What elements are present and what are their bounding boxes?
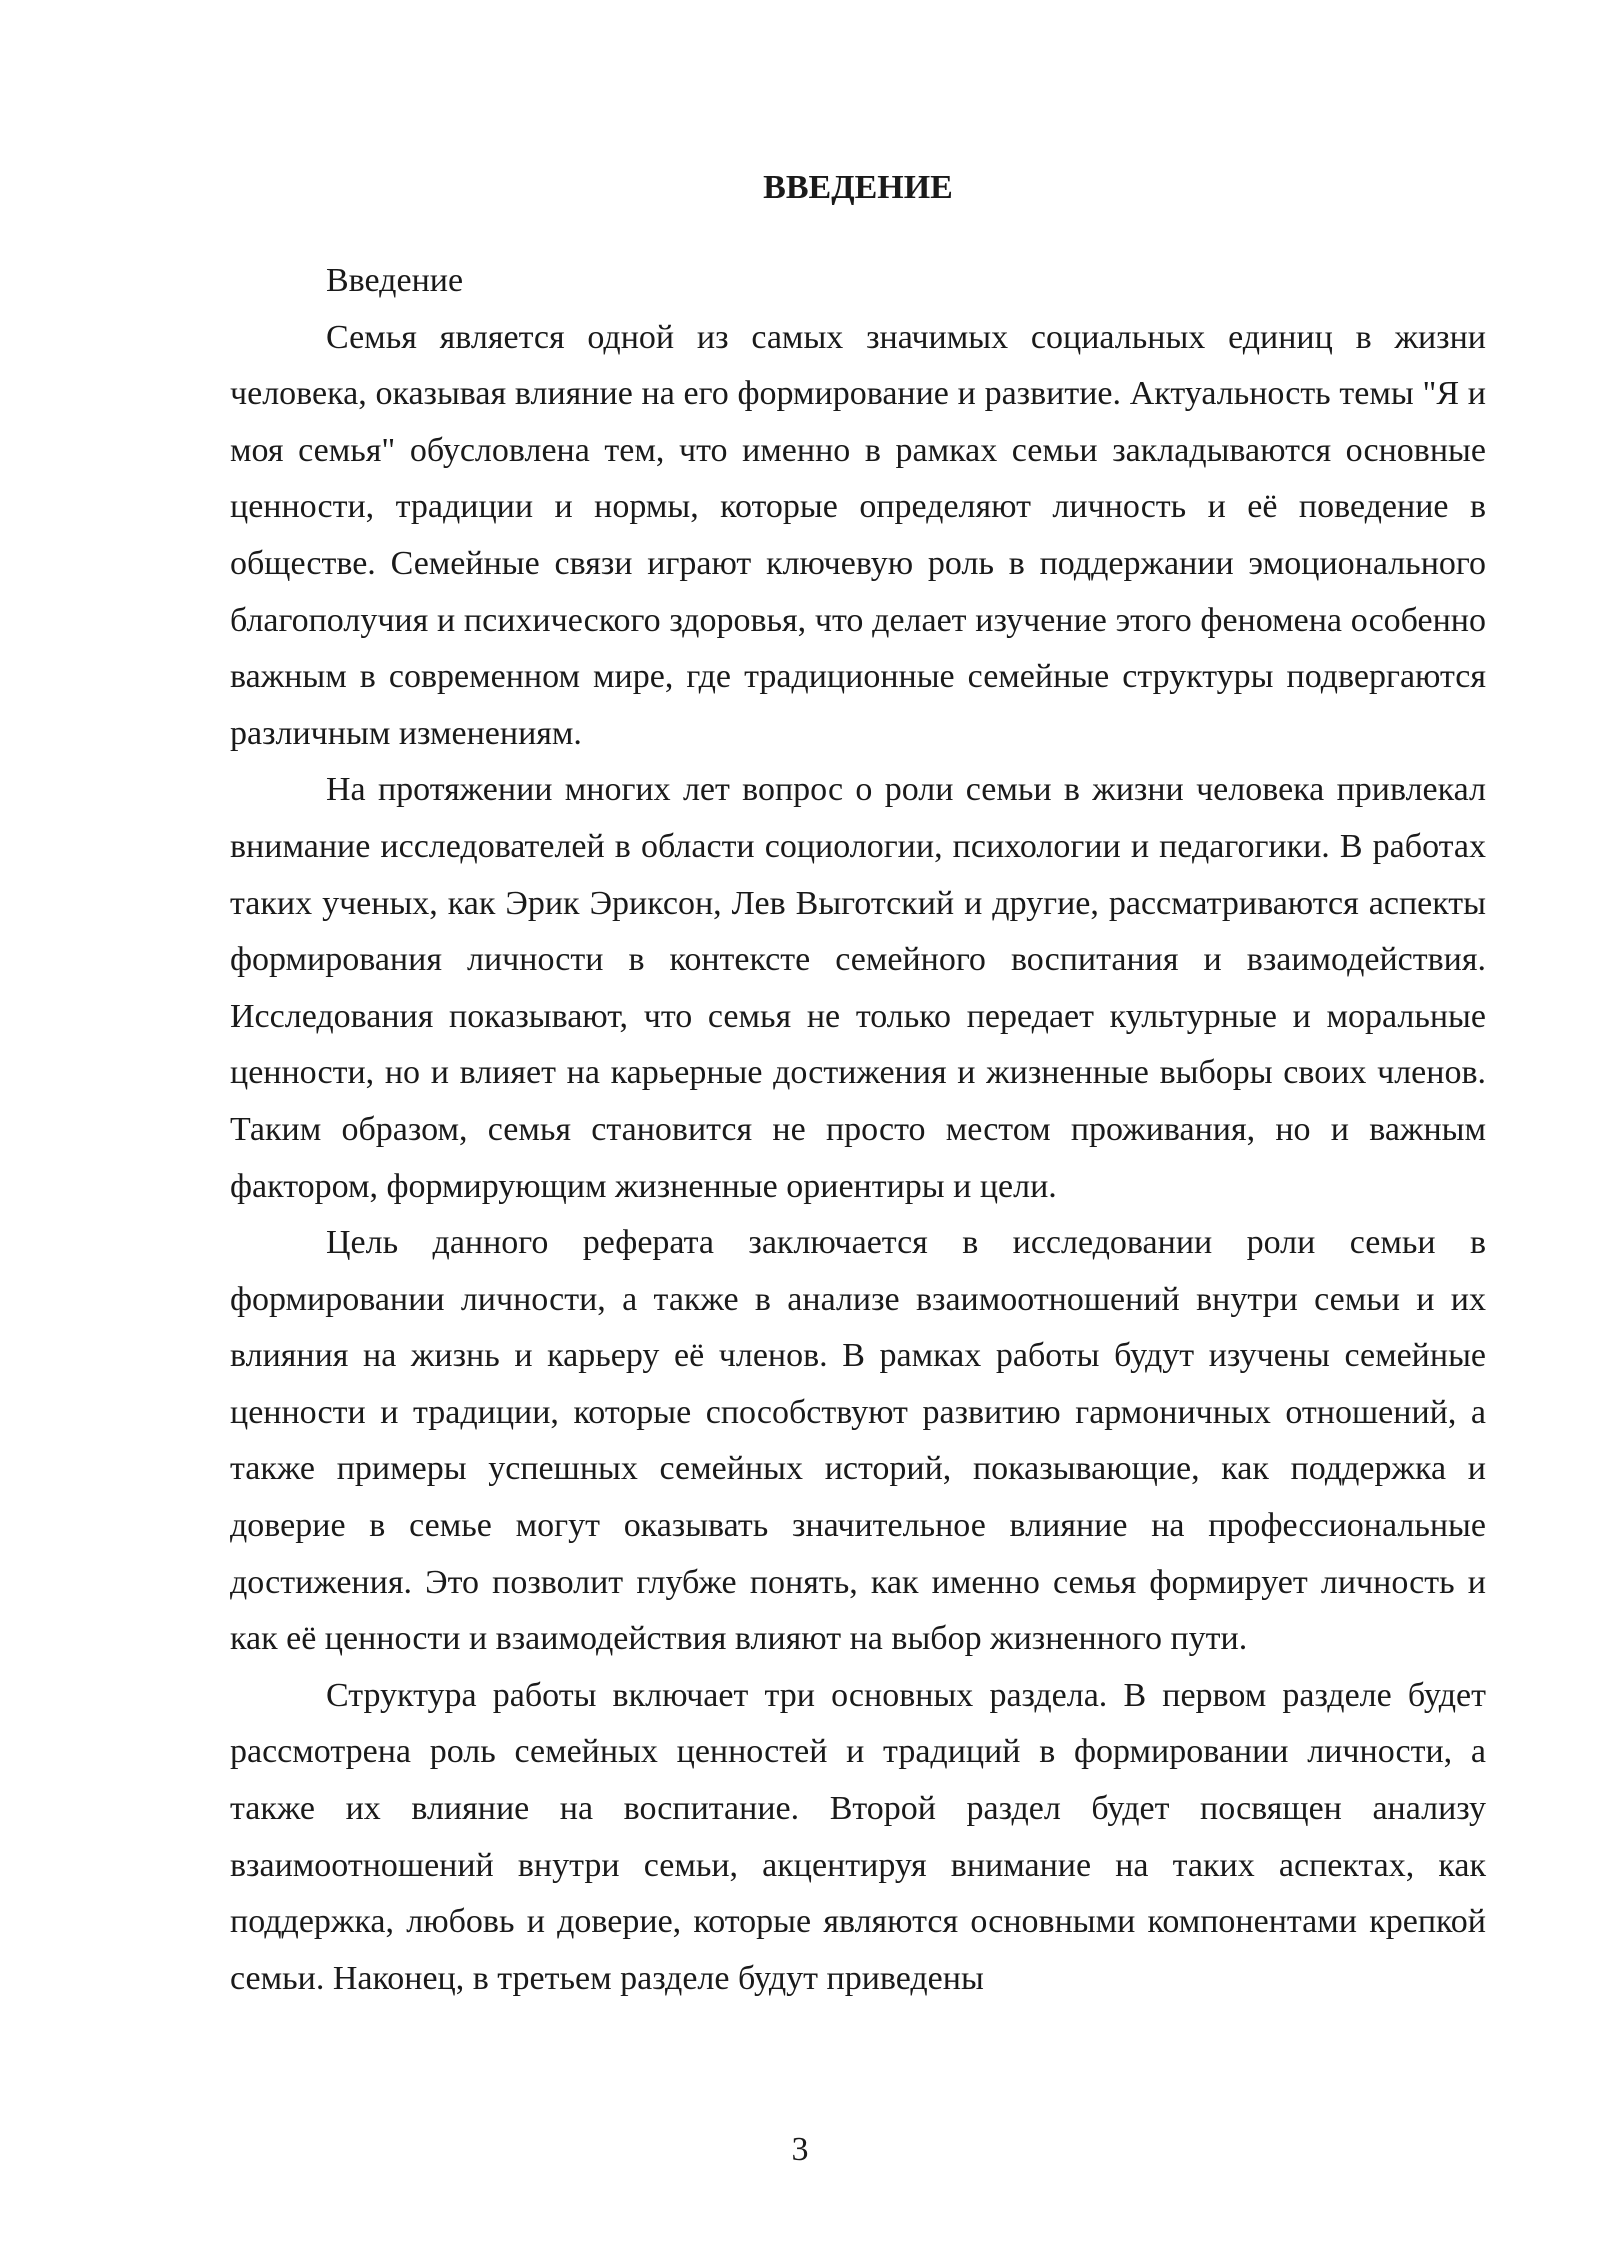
paragraph: Цель данного реферата заключается в исследовании роли семьи в формировании личности, а также в анализе взаимоотношений внутри семьи и их влияния на жизнь и карьеру её членов. В рамках работы будут изучены семейные ценности и традиции, которые способствуют развитию гармоничных отношений, а также примеры успешных семейных историй, показывающие, как поддержка и доверие в семье могут оказывать значительное влияние на профессиональные достижения. Это позволит глубже понять, как именно семья формирует личность и как её ценности и взаимодействия влияют на выбор жизненного пути. [230,1224,1486,1658]
body-text [230,253,1486,2007]
paragraph-subheading: Введение [326,262,464,299]
paragraph: Структура работы включает три основных раздела. В первом разделе будет рассмотрена роль семейных ценностей и традиций в формировании личности, а также их влияние на воспитание. Второй раздел будет посвящен анализу взаимоотношений внутри семьи, акцентируя внимание на таких аспектах, как поддержка, любовь и доверие, которые являются основными компонентами крепкой семьи. Наконец, в третьем разделе будут приведены [230,1676,1486,1997]
section-heading: ВВЕДЕНИЕ [763,169,953,206]
paragraph: На протяжении многих лет вопрос о роли семьи в жизни человека привлекал внимание исследователей в области социологии, психологии и педагогики. В работах таких ученых, как Эрик Эриксон, Лев Выготский и другие, рассматриваются аспекты формирования личности в контексте семейного воспитания и взаимодействия. Исследования показывают, что семья не только передает культурные и моральные ценности, но и влияет на карьерные достижения и жизненные выборы своих членов. Таким образом, семья становится не просто местом проживания, но и важным фактором, формирующим жизненные ориентиры и цели. [230,771,1486,1205]
page-number: 3 [791,2131,809,2168]
paragraph: Семья является одной из самых значимых социальных единиц в жизни человека, оказывая влияние на его формирование и развитие. Актуальность темы "Я и моя семья" обусловлена тем, что именно в рамках семьи закладываются основные ценности, традиции и нормы, которые определяют личность и её поведение в обществе. Семейные связи играют ключевую роль в поддержании эмоционального благополучия и психического здоровья, что делает изучение этого феномена особенно важным в современном мире, где традиционные семейные структуры подвергаются различным изменениям. [230,318,1486,752]
